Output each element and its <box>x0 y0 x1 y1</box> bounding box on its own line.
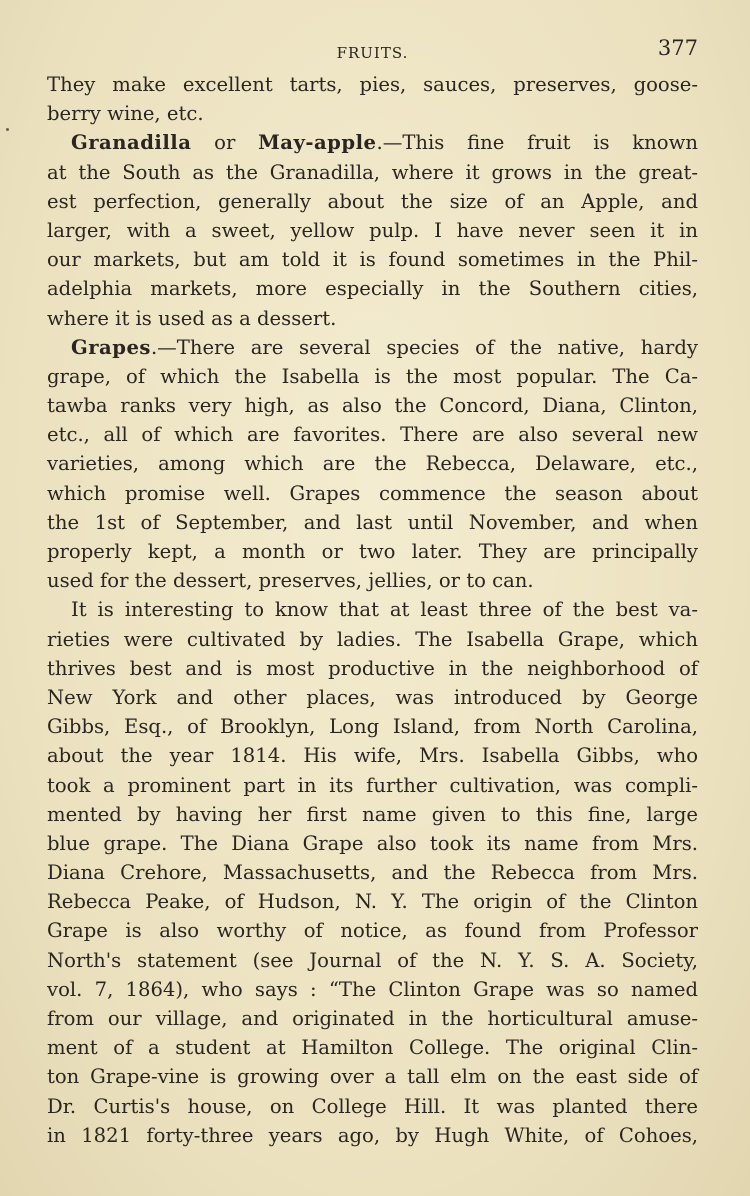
text-line: It is interesting to know that at least three of the best va- <box>71 598 698 622</box>
text-line: ment of a student at Hamilton College. The original Clin- <box>47 1036 698 1060</box>
text-line: took a prominent part in its further cultivation, was compli- <box>47 773 698 797</box>
text-line: They make excellent tarts, pies, sauces, preserves, goose- <box>47 73 698 96</box>
entry-heading: Granadilla <box>71 131 192 155</box>
text-line: our markets, but am told it is found sometimes in the Phil- <box>47 248 698 272</box>
text-line: ton Grape-vine is growing over a tall elm on the east side of <box>47 1065 698 1089</box>
text-line <box>47 128 698 157</box>
text-line: thrives best and is most productive in the neighborhood of <box>47 656 698 680</box>
entry-text: .—This fine fruit is known <box>376 131 698 155</box>
text-line: in 1821 forty-three years ago, by Hugh White, of Cohoes, <box>47 1123 698 1147</box>
text-line: larger, with a sweet, yellow pulp. I have never seen it in <box>47 218 698 242</box>
entry-text: .—There are several species of the native, hardy <box>150 335 698 359</box>
text-line: est perfection, generally about the size of an Apple, and <box>47 189 698 213</box>
margin-speck <box>6 128 9 131</box>
entry-heading-alt: May-apple <box>258 131 377 155</box>
text-line: Grape is also worthy of notice, as found from Professor <box>47 919 698 943</box>
running-head <box>47 30 698 70</box>
text-line: varieties, among which are the Rebecca, Delaware, etc., <box>47 452 698 476</box>
text-line: New York and other places, was introduced by George <box>47 685 698 709</box>
text-line: tawba ranks very high, as also the Concord, Diana, Clinton, <box>47 394 698 418</box>
text-line: North's statement (see Journal of the N. Y. S. A. Society, <box>47 948 698 972</box>
text-line: which promise well. Grapes commence the season about <box>47 481 698 505</box>
text-line: mented by having her first name given to this fine, large <box>47 802 698 826</box>
text-line: the 1st of September, and last until November, and when <box>47 510 698 534</box>
text-line: adelphia markets, more especially in the Southern cities, <box>47 277 698 301</box>
text-line: Dr. Curtis's house, on College Hill. It was planted there <box>47 1094 698 1118</box>
text-line <box>47 333 698 362</box>
text-line: etc., all of which are favorites. There are also several new <box>47 423 698 447</box>
text-line: rieties were cultivated by ladies. The Isabella Grape, which <box>47 627 698 651</box>
text-line: at the South as the Granadilla, where it grows in the great- <box>47 160 698 184</box>
text-line: where it is used as a dessert. <box>47 306 337 330</box>
text-line: Diana Crehore, Massachusetts, and the Rebecca from Mrs. <box>47 861 698 885</box>
text-line: used for the dessert, preserves, jellies, or to can. <box>47 569 534 593</box>
entry-heading: Grapes <box>71 335 151 359</box>
text-line: blue grape. The Diana Grape also took its name from Mrs. <box>47 831 698 855</box>
text-line: properly kept, a month or two later. They are principally <box>47 540 698 563</box>
text-line: grape, of which the Isabella is the most popular. The Ca- <box>47 364 698 388</box>
text-line: Rebecca Peake, of Hudson, N. Y. The origin of the Clinton <box>47 890 698 914</box>
running-title: FRUITS. <box>336 44 409 62</box>
body-text <box>47 70 698 1150</box>
text-line: about the year 1814. His wife, Mrs. Isabella Gibbs, who <box>47 744 698 768</box>
text-line: vol. 7, 1864), who says : “The Clinton Grape was so named <box>47 977 698 1001</box>
heading-connector: or <box>191 131 259 155</box>
text-line: from our village, and originated in the horticultural amuse- <box>47 1007 698 1030</box>
text-line: Gibbs, Esq., of Brooklyn, Long Island, from North Carolina, <box>47 715 698 739</box>
text-line: berry wine, etc. <box>47 102 204 126</box>
page-number: 377 <box>657 36 698 60</box>
